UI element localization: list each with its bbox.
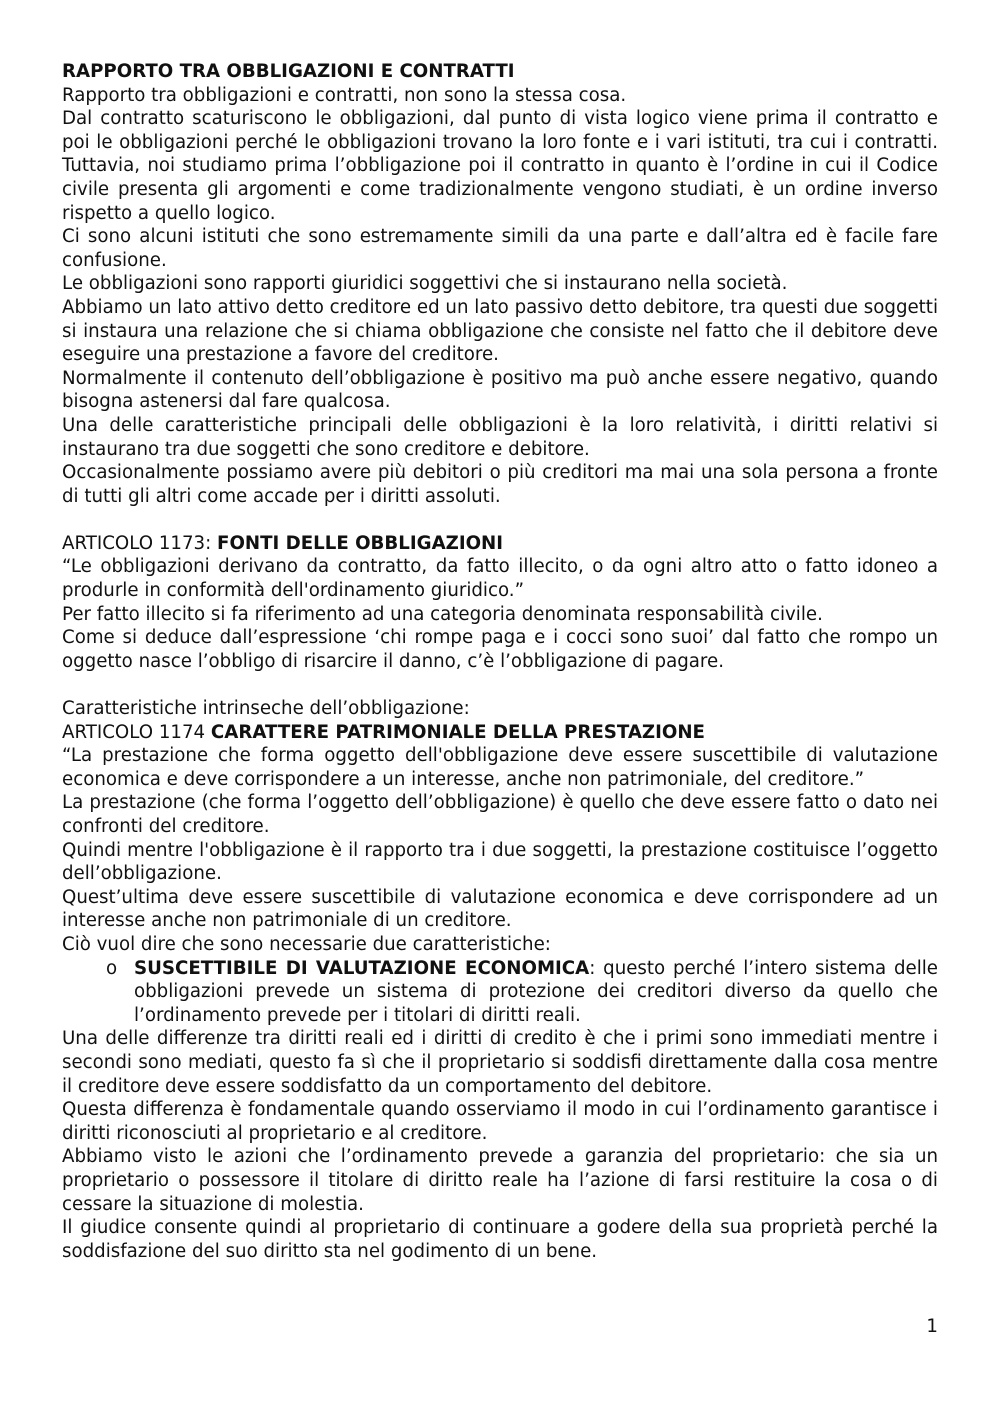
paragraph: Dal contratto scaturiscono le obbligazioni, dal punto di vista logico viene prima il contratto e poi le obbligazioni perché le obbligazioni trovano la loro fonte e i vari istituti, tra cui i contratti. Tuttavia, noi studiamo prima l’obbligazione poi il contratto in quanto è l’ordine in cui il Codice civile presenta gli argomenti e come tradizionalmente vengono studiati, è un ordine inverso rispetto a quello logico. [62,108,938,224]
article-prefix: ARTICOLO 1173: [62,532,218,554]
paragraph: Le obbligazioni sono rapporti giuridici soggettivi che si instaurano nella società. [62,273,788,295]
paragraph: Una delle caratteristiche principali delle obbligazioni è la loro relatività, i diritti relativi si instaurano tra due soggetti che sono creditore e debitore. [62,414,938,460]
bullet-body: : questo perché l’intero sistema delle obbligazioni prevede un sistema di protezione dei creditori diverso da quello che l’ordinamento prevede per i titolari di diritti reali. [134,957,938,1026]
paragraph: La prestazione (che forma l’oggetto dell’obbligazione) è quello che deve essere fatto o dato nei confronti del creditore. [62,792,938,837]
paragraph: Rapporto tra obbligazioni e contratti, non sono la stessa cosa. [62,84,627,106]
bullet-heading: SUSCETTIBILE DI VALUTAZIONE ECONOMICA [134,957,590,979]
spacer [62,508,938,532]
list-item [62,957,938,1028]
paragraph: Questa differenza è fondamentale quando osserviamo il modo in cui l’ordinamento garantisce i diritti riconosciuti al proprietario e al creditore. [62,1099,938,1144]
paragraph: Ci sono alcuni istituti che sono estremamente simili da una parte e dall’altra ed è facile fare confusione. [62,226,938,271]
paragraph: Quindi mentre l'obbligazione è il rapporto tra i due soggetti, la prestazione costituisce l’oggetto dell’obbligazione. [62,839,938,885]
paragraph: Il giudice consente quindi al proprietario di continuare a godere della sua proprietà perché la soddisfazione del suo diritto sta nel godimento di un bene. [62,1217,938,1262]
paragraph: Quest’ultima deve essere suscettibile di valutazione economica e deve corrispondere ad un interesse anche non patrimoniale di un creditore. [62,886,938,932]
document-page [62,60,938,1263]
paragraph: Caratteristiche intrinseche dell’obbligazione: [62,698,470,720]
paragraph: Per fatto illecito si fa riferimento ad una categoria denominata responsabilità civile. [62,603,823,625]
page-number: 1 [926,1316,938,1337]
article-title: FONTI DELLE OBBLIGAZIONI [217,532,504,554]
document-title: RAPPORTO TRA OBBLIGAZIONI E CONTRATTI [62,61,515,82]
paragraph: Una delle differenze tra diritti reali ed i diritti di credito è che i primi sono immediati mentre i secondi sono mediati, questo fa sì che il proprietario si soddisfi direttamente dalla cosa mentre il creditore deve essere soddisfatto da un comportamento del debitore. [62,1028,938,1097]
paragraph: Ciò vuol dire che sono necessarie due caratteristiche: [62,933,551,955]
article-1174-heading [62,721,938,745]
paragraph: Abbiamo visto le azioni che l’ordinamento prevede a garanzia del proprietario: che sia un proprietario o possessore il titolare di diritto reale ha l’azione di farsi restituire la cosa o di cessare la situazione di molestia. [62,1146,938,1215]
bullet-marker: o [106,957,118,979]
article-1173-heading [62,532,938,556]
article-prefix: ARTICOLO 1174 [62,721,211,743]
spacer [62,673,938,697]
article-quote: “La prestazione che forma oggetto dell'obbligazione deve essere suscettibile di valutazione economica e deve corrispondere a un interesse, anche non patrimoniale, del creditore.” [62,745,938,790]
bullet-text [134,957,938,1028]
article-quote: “Le obbligazioni derivano da contratto, da fatto illecito, o da ogni altro atto o fatto idoneo a produrle in conformità dell'ordinamento giuridico.” [62,556,938,602]
paragraph: Abbiamo un lato attivo detto creditore ed un lato passivo detto debitore, tra questi due soggetti si instaura una relazione che si chiama obbligazione che consiste nel fatto che il debitore deve eseguire una prestazione a favore del creditore. [62,296,938,366]
article-title: CARATTERE PATRIMONIALE DELLA PRESTAZIONE [210,721,705,743]
paragraph: Come si deduce dall’espressione ‘chi rompe paga e i cocci sono suoi’ dal fatto che rompo un oggetto nasce l’obbligo di risarcire il danno, c’è l’obbligazione di pagare. [62,627,938,672]
paragraph: Occasionalmente possiamo avere più debitori o più creditori ma mai una sola persona a fronte di tutti gli altri come accade per i diritti assoluti. [62,462,938,507]
paragraph: Normalmente il contenuto dell’obbligazione è positivo ma può anche essere negativo, quando bisogna astenersi dal fare qualcosa. [62,367,938,413]
